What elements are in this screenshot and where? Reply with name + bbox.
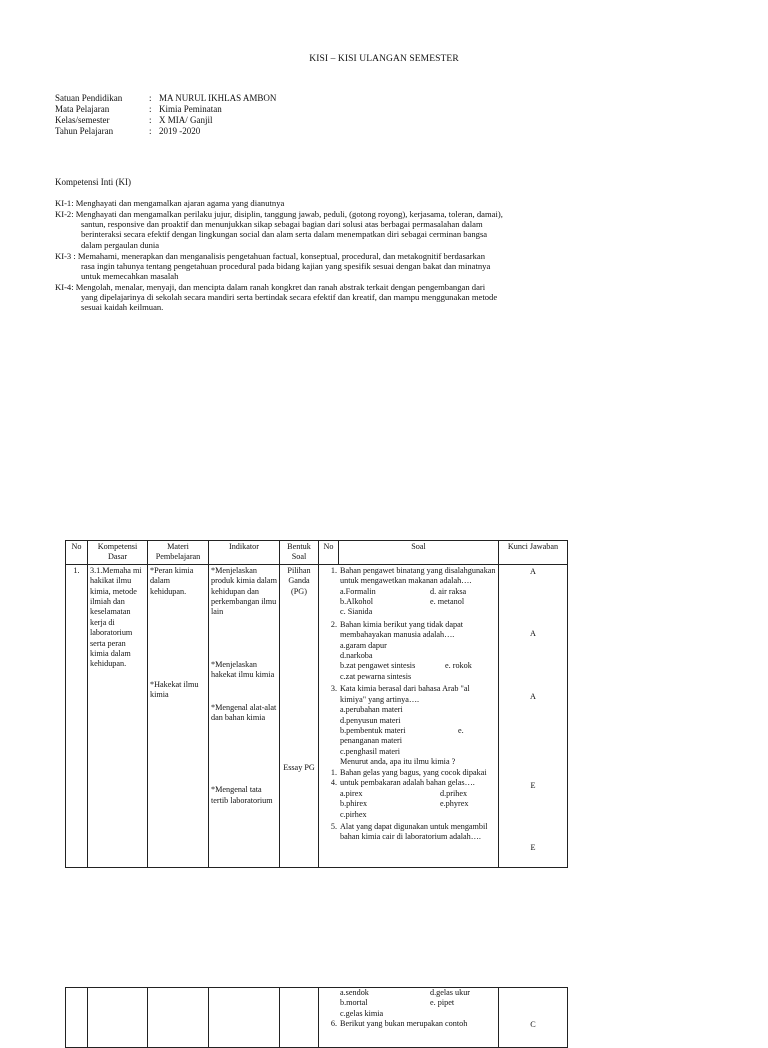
- soal-item: [319, 684, 496, 767]
- soal-number: 4.: [330, 777, 337, 787]
- kunci-cell: [499, 564, 568, 867]
- answer-key: A: [530, 691, 536, 701]
- option-row: [340, 672, 496, 682]
- indikator-cell: [209, 564, 280, 867]
- option: d.prihex: [440, 788, 468, 798]
- option: penanganan materi: [340, 736, 403, 746]
- header-no-soal: No: [319, 541, 339, 565]
- meta-row: [55, 104, 276, 115]
- document-title: KISI – KISI ULANGAN SEMESTER: [309, 54, 459, 64]
- meta-colon: :: [149, 115, 152, 125]
- soal-question: Bahan pengawet binatang yang disalahgunakan untuk mengawetkan makanan adalah….: [340, 565, 496, 586]
- option: d. air raksa: [430, 586, 467, 596]
- soal-body: [340, 620, 496, 682]
- option-row: [340, 988, 496, 998]
- option: d.gelas ukur: [430, 988, 471, 997]
- option-row: [340, 651, 496, 661]
- header-no: No: [66, 541, 88, 565]
- option-row: [340, 799, 496, 809]
- kunci-cell: [499, 988, 568, 1048]
- option-row: [340, 607, 496, 617]
- meta-value: MA NURUL IKHLAS AMBON: [159, 93, 277, 103]
- ki-line: dalam pergaulan dunia: [81, 239, 160, 250]
- bentuk-item: Essay PG: [283, 763, 315, 773]
- materi-item: *Hakekat ilmu kimia: [150, 680, 199, 700]
- ki-line: KI-4: Mengolah, menalar, menyaji, dan mencipta dalam ranah kongkret dan ranah abstrak terkait dengan pengembangan dari: [55, 282, 486, 292]
- option: c. Sianida: [340, 607, 373, 617]
- kisi-table-continued: [65, 987, 568, 1048]
- meta-colon: :: [149, 104, 152, 114]
- soal-question: Alat yang dapat digunakan untuk mengambil bahan kimia cair di laboratorium adalah….: [340, 821, 488, 842]
- ki-2: [55, 209, 545, 250]
- ki-line: KI-1: Menghayati dan mengamalkan ajaran agama yang dianutnya: [55, 198, 285, 208]
- kisi-table: [65, 540, 568, 868]
- header-kompetensi: Kompetensi Dasar: [88, 541, 148, 565]
- meta-value: Kimia Peminatan: [159, 104, 222, 114]
- answer-key: C: [530, 1020, 536, 1029]
- empty-cell: [209, 988, 280, 1048]
- soal-cell: [319, 564, 499, 867]
- indikator-item: *Menjelaskan produk kimia dalam kehidupan dan perkembangan ilmu lain: [211, 565, 277, 617]
- option-row: [340, 716, 496, 726]
- empty-cell: [88, 988, 148, 1048]
- soal-item: [319, 988, 496, 1019]
- option: a.garam dapur: [340, 640, 387, 650]
- meta-row: [55, 93, 276, 104]
- option-row: [340, 810, 496, 820]
- answer-key: A: [530, 566, 536, 576]
- option-row: [340, 747, 496, 757]
- indikator-item: *Mengenal tata tertib laboratorium: [211, 785, 273, 805]
- option: a.Formalin: [340, 586, 376, 596]
- soal-number: 5.: [330, 821, 337, 831]
- option: e. rokok: [445, 661, 472, 671]
- empty-cell: [66, 988, 88, 1048]
- soal-item: [319, 620, 496, 682]
- ki-line: KI-2: Menghayati dan mengamalkan perilaku jujur, disiplin, tanggung jawab, peduli, (gotong royong), kerjasama, toleran, damai),: [55, 209, 503, 219]
- soal-number: [319, 988, 340, 1019]
- table-header-row: [66, 541, 568, 565]
- row-no: 1.: [66, 564, 88, 867]
- option-row: [340, 641, 496, 651]
- soal-cell: [319, 988, 499, 1048]
- ki-line: KI-3 : Memahami, menerapkan dan menganalisis pengetahuan factual, konseptual, procedural, dan metakognitif berdasarkan: [55, 251, 486, 261]
- option: b.mortal: [340, 998, 368, 1008]
- ki-line: santun, responsive dan proaktif dan menunjukkan sikap sebagai bagian dari solusi atas berbagai permasalahan dalam: [81, 219, 483, 230]
- option-row: [340, 705, 496, 715]
- header-materi: Materi Pembelajaran: [148, 541, 209, 565]
- option-row: [340, 998, 496, 1008]
- meta-colon: :: [149, 93, 152, 103]
- answer-key: A: [530, 629, 536, 639]
- soal-body: [340, 566, 496, 618]
- soal-body: [340, 768, 496, 820]
- materi-cell: [148, 564, 209, 867]
- option: a.perubahan materi: [340, 705, 403, 715]
- ki-heading: Kompetensi Inti (KI): [55, 177, 131, 187]
- header-indikator: Indikator: [209, 541, 280, 565]
- option: b.phirex: [340, 799, 368, 809]
- option: e.: [458, 725, 464, 735]
- meta-label: Kelas/semester: [55, 115, 110, 125]
- soal-number: 1.: [330, 565, 337, 575]
- bentuk-cell: [280, 564, 319, 867]
- soal-item: [319, 767, 496, 820]
- option: a.sendok: [340, 988, 369, 997]
- answer-key: E: [530, 843, 536, 853]
- option-row: [340, 661, 496, 671]
- empty-cell: [148, 988, 209, 1048]
- soal-number: 3.: [330, 684, 337, 694]
- soal-number: 2.: [330, 619, 337, 629]
- soal-list: [319, 566, 496, 843]
- meta-label: Satuan Pendidikan: [55, 93, 123, 103]
- materi-item: *Peran kimia dalam kehidupan.: [150, 565, 194, 596]
- soal-item: [319, 566, 496, 618]
- soal-question: Bahan kimia berikut yang tidak dapat membahayakan manusia adalah….: [340, 619, 464, 640]
- option-row: [340, 726, 496, 736]
- option: e. metanol: [430, 597, 465, 607]
- header-kunci: Kunci Jawaban: [499, 541, 568, 565]
- option: b.pembentuk materi: [340, 725, 406, 735]
- soal-question: Menurut anda, apa itu ilmu kimia ?: [340, 757, 456, 767]
- meta-row: [55, 115, 276, 126]
- option: d.penyusun materi: [340, 715, 401, 725]
- option-row: [340, 587, 496, 597]
- meta-value: 2019 -2020: [159, 126, 201, 136]
- option-row: [340, 597, 496, 607]
- option: e.phyrex: [440, 799, 469, 809]
- header-bentuk: Bentuk Soal: [280, 541, 319, 565]
- option-row: [340, 1009, 496, 1019]
- meta-colon: :: [149, 126, 152, 136]
- soal-question: Berikut yang bukan merupakan contoh: [340, 1019, 468, 1029]
- option: e. pipet: [430, 998, 455, 1008]
- option: d.narkoba: [340, 651, 373, 661]
- soal-body: [340, 988, 496, 1019]
- ki-line: yang dipelajarinya di sekolah secara mandiri serta bertindak secara efektif dan kreatif, dan mampu menggunakan metode: [81, 292, 498, 303]
- soal-number: 6.: [330, 1019, 337, 1029]
- ki-line: rasa ingin tahunya tentang pengetahuan procedural pada bidang kajian yang spesifik sesuai dengan bakat dan minatnya: [81, 261, 491, 272]
- option: c.penghasil materi: [340, 746, 401, 756]
- answer-key: E: [530, 781, 536, 791]
- kompetensi-dasar: 3.1.Memaha mi hakikat ilmu kimia, metode ilmiah dan keselamatan kerja di laboratorium serta peran kimia dalam kehidupan.: [88, 564, 148, 867]
- soal-number: 1.: [330, 767, 337, 777]
- soal-item: [319, 822, 496, 843]
- indikator-item: *Mengenal alat-alat dan bahan kimia: [211, 702, 277, 723]
- option: b.zat pengawet sintesis: [340, 661, 416, 671]
- ki-line: berinteraksi secara efektif dengan lingkungan social dan alam serta dalam menempatkan diri sebagai cerminan bangsa: [81, 229, 488, 240]
- soal-item: [319, 1019, 496, 1029]
- option-row: [340, 789, 496, 799]
- soal-body: [340, 684, 496, 767]
- ki-line: untuk memecahkan masalah: [81, 271, 179, 282]
- soal-body: [340, 822, 496, 843]
- meta-label: Mata Pelajaran: [55, 104, 110, 114]
- empty-cell: [280, 988, 319, 1048]
- meta-value: X MIA/ Ganjil: [159, 115, 213, 125]
- soal-question: Kata kimia berasal dari bahasa Arab "al kimiya" yang artinya….: [340, 684, 470, 704]
- option: b.Alkohol: [340, 597, 373, 607]
- header-soal: Soal: [339, 541, 499, 565]
- table-row: [66, 564, 568, 867]
- indikator-item: *Menjelaskan hakekat ilmu kimia: [211, 659, 275, 680]
- ki-3: [55, 251, 545, 282]
- meta-label: Tahun Pelajaran: [55, 126, 114, 136]
- option-row: [340, 736, 496, 746]
- ki-4: [55, 282, 545, 313]
- option: c.zat pewarna sintesis: [340, 671, 412, 681]
- identity-block: [55, 93, 276, 137]
- option: a.pirex: [340, 788, 363, 798]
- option: c.pirhex: [340, 809, 367, 819]
- option: c.gelas kimia: [340, 1008, 384, 1018]
- meta-row: [55, 126, 276, 137]
- soal-question: Bahan gelas yang bagus, yang cocok dipakai untuk pembakaran adalah bahan gelas….: [340, 767, 487, 788]
- ki-1: [55, 198, 545, 208]
- table-row: [66, 988, 568, 1048]
- bentuk-item: Pilihan Ganda (PG): [287, 565, 311, 596]
- ki-line: sesuai kaidah keilmuan.: [81, 302, 164, 313]
